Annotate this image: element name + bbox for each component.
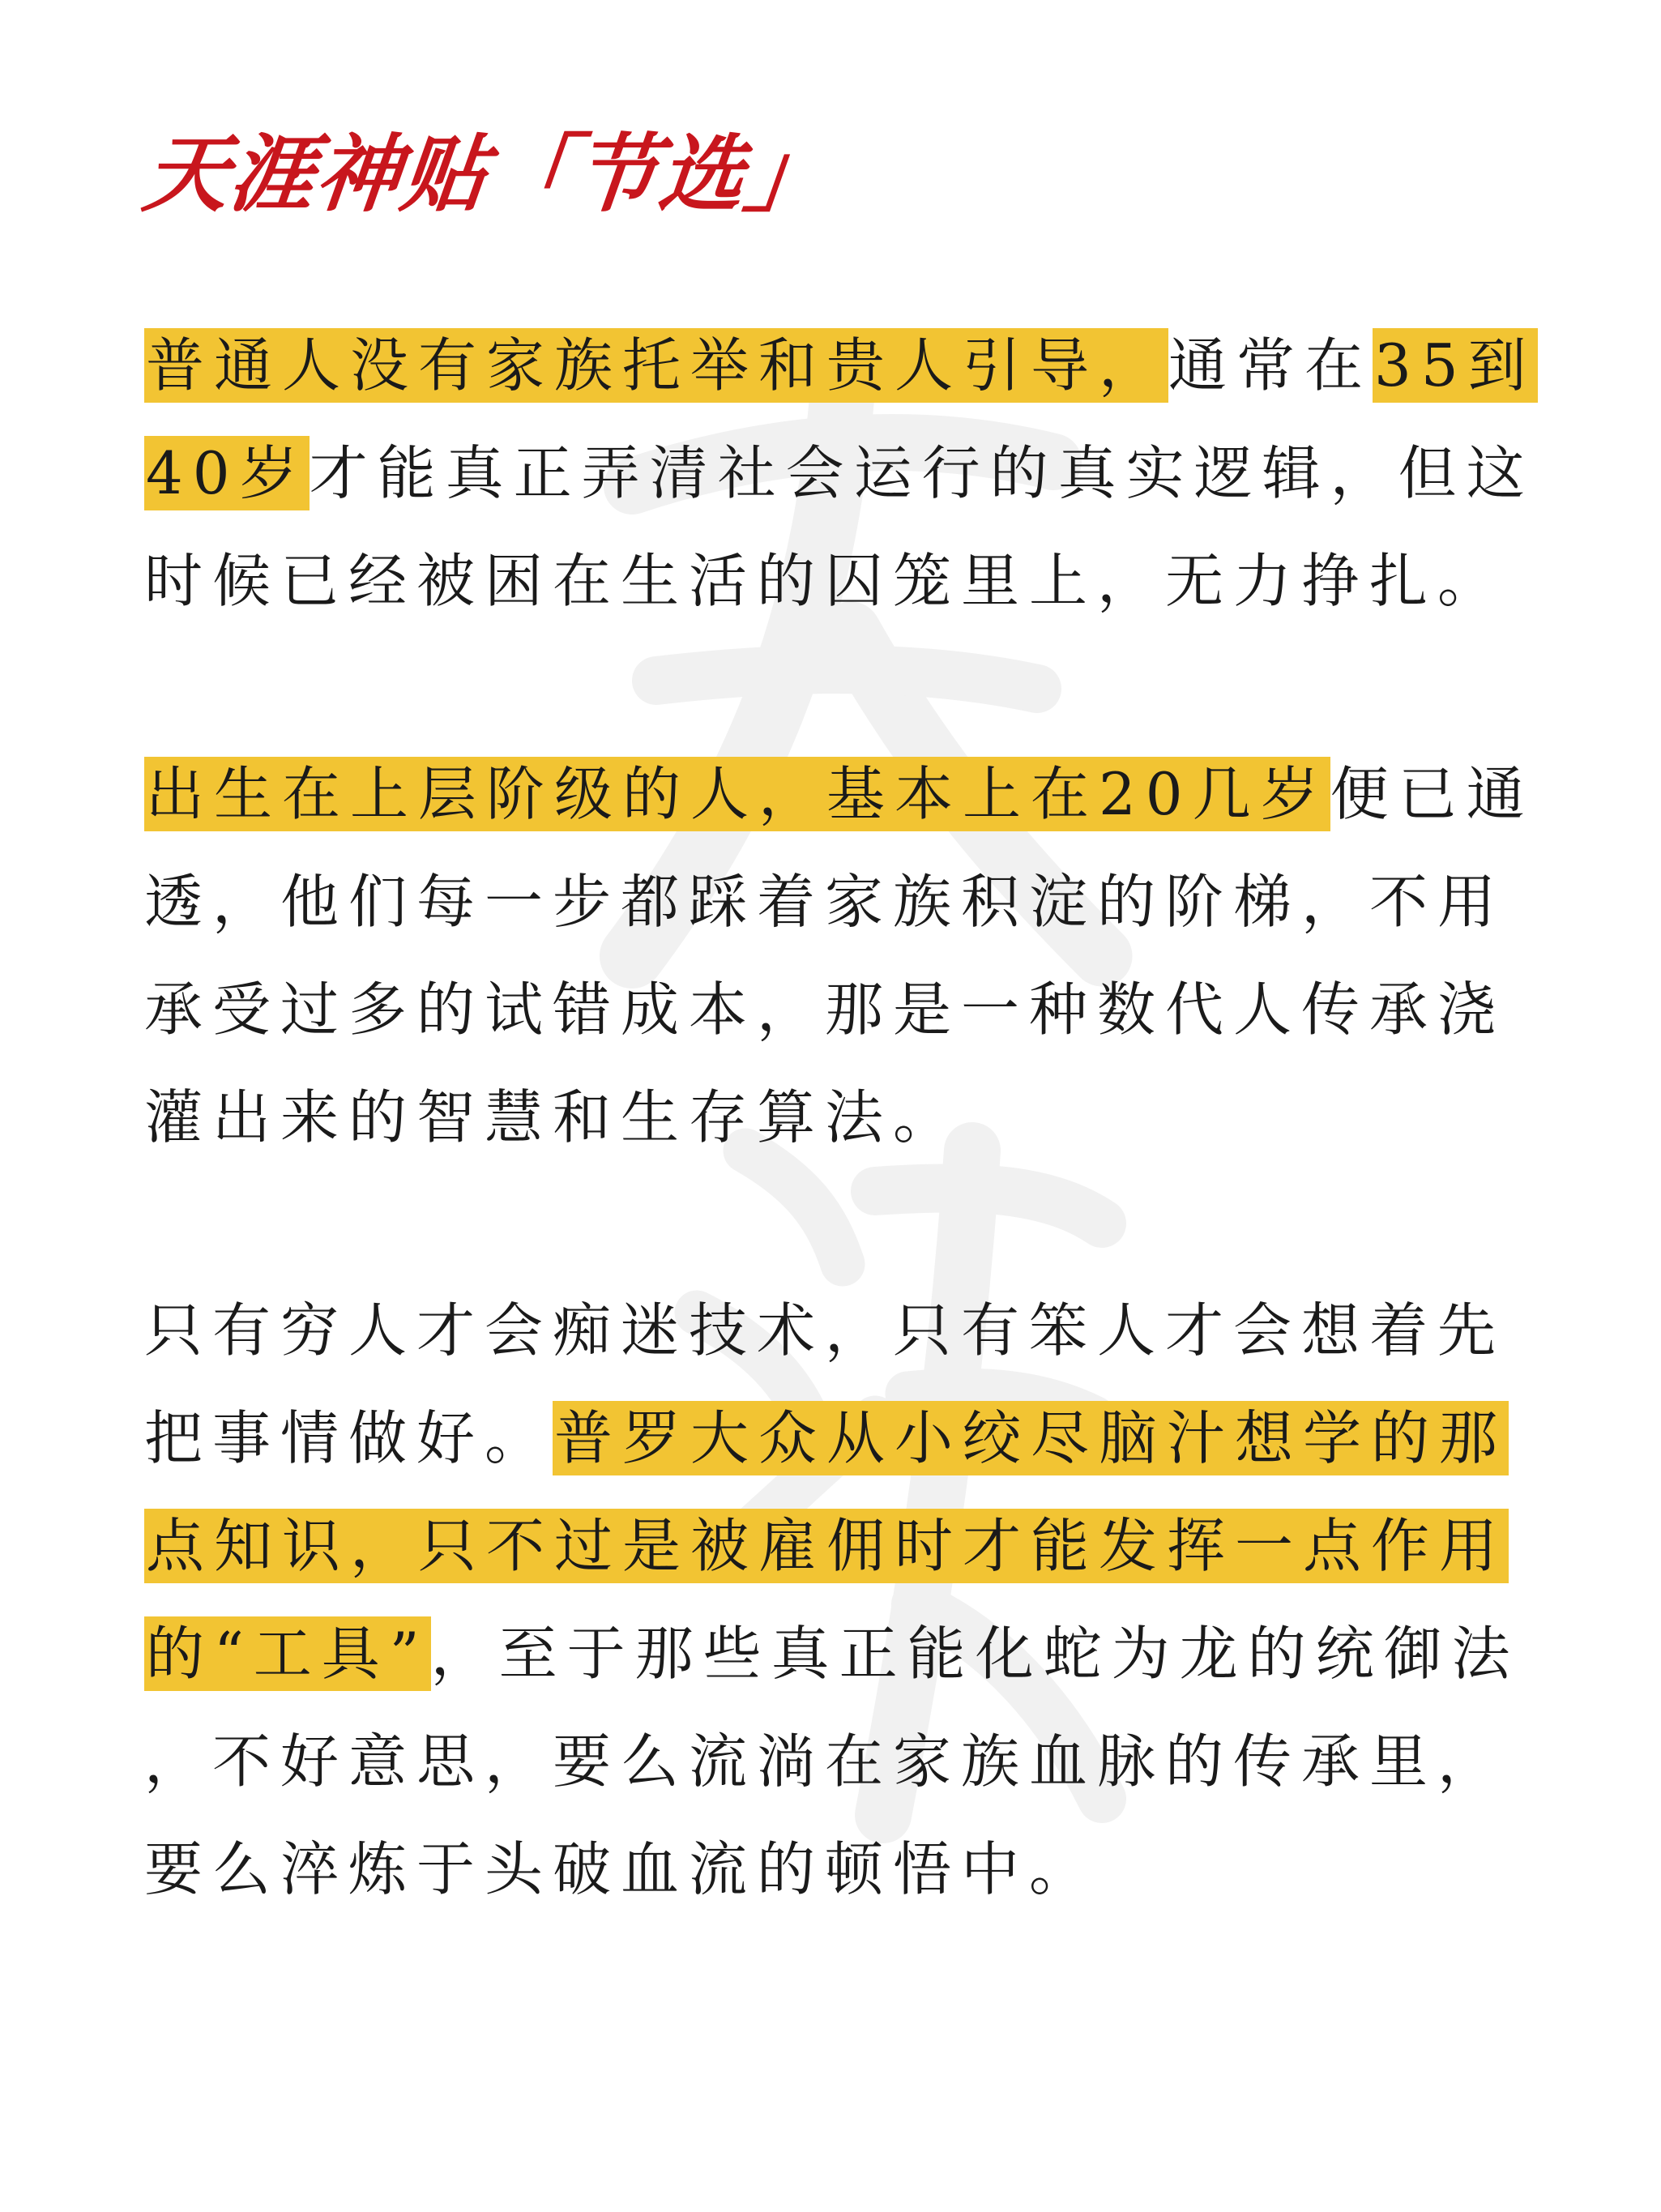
body-text: ，至于那些真正能化蛇为龙的统御法，不好意思，要么流淌在家族血脉的传承里，要么淬炼于头破血流的顿悟中。	[144, 1620, 1520, 1903]
article-body	[144, 312, 1538, 2029]
body-text: 通常在	[1168, 331, 1373, 399]
paragraph-3	[144, 1277, 1538, 1924]
paragraph-1	[144, 312, 1538, 635]
body-text: 才能真正弄清社会运行的真实逻辑，但这时候已经被困在生活的囚笼里上，无力挣扎。	[144, 439, 1535, 615]
body-text: 便已通透，他们每一步都踩着家族积淀的阶梯，不用承受过多的试错成本，那是一种数代人传承浇灌出来的智慧和生存算法。	[144, 760, 1535, 1151]
body-text: 只有穷人才会痴迷技术，只有笨人才会想着先把事情做好。	[144, 1296, 1506, 1472]
highlighted-text: 普通人没有家族托举和贵人引导，	[144, 328, 1168, 403]
highlighted-text: 出生在上层阶级的人，基本上在20几岁	[144, 757, 1330, 831]
highlighted-text: 普罗大众从小绞尽脑汁想学的那点知识，只不过是被雇佣时才能发挥一点作用的“工具”	[144, 1401, 1509, 1691]
page-title: 天涯神贴「节选」	[139, 125, 837, 224]
highlighted-text: 35到40岁	[144, 328, 1538, 510]
paragraph-2	[144, 741, 1538, 1172]
